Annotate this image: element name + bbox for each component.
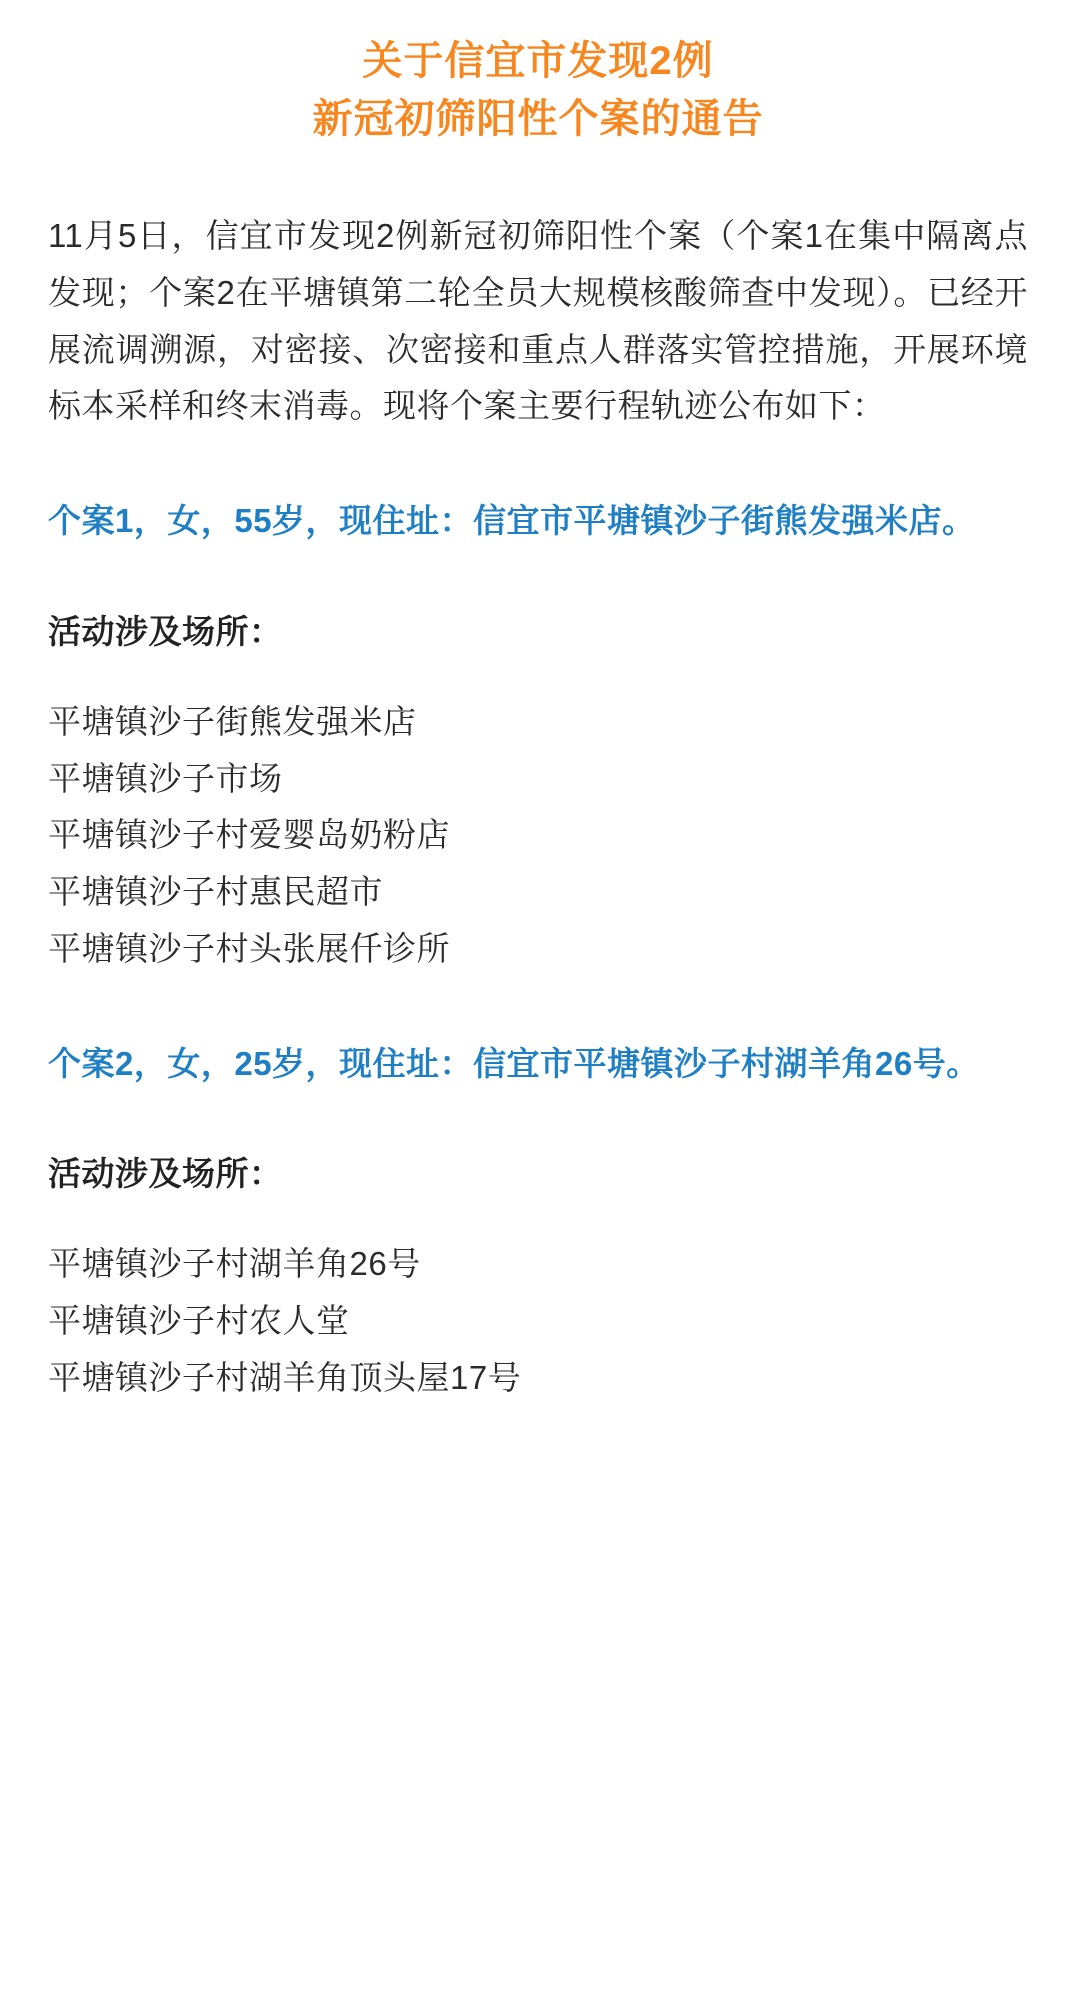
list-item: 平塘镇沙子村湖羊角26号 — [48, 1245, 421, 1283]
list-item: 平塘镇沙子街熊发强米店 — [48, 702, 417, 740]
list-item: 平塘镇沙子村头张展仟诊所 — [48, 929, 450, 967]
list-item: 平塘镇沙子村农人堂 — [48, 1302, 350, 1340]
list-item: 平塘镇沙子村爱婴岛奶粉店 — [48, 816, 450, 854]
list-item: 平塘镇沙子市场 — [48, 759, 283, 797]
case-1-place-list — [48, 694, 1028, 978]
page-title — [48, 20, 1028, 172]
title-line-2: 新冠初筛阳性个案的通告 — [312, 97, 764, 141]
case-2-place-list — [48, 1236, 1028, 1406]
title-line-1: 关于信宜市发现2例 — [362, 39, 714, 83]
list-item: 平塘镇沙子村湖羊角顶头屋17号 — [48, 1358, 522, 1396]
list-item: 平塘镇沙子村惠民超市 — [48, 873, 383, 911]
case-2-places-label: 活动涉及场所： — [48, 1155, 283, 1193]
case-1-heading: 个案1，女，55岁，现住址：信宜市平塘镇沙子街熊发强米店。 — [48, 502, 976, 539]
intro-paragraph: 11月5日，信宜市发现2例新冠初筛阳性个案（个案1在集中隔离点发现；个案2在平塘镇第二轮全员大规模核酸筛查中发现）。已经开展流调溯源，对密接、次密接和重点人群落实管控措施，开展环境标本采样和终末消毒。现将个案主要行程轨迹公布如下： — [48, 217, 1028, 425]
case-1-places-label: 活动涉及场所： — [48, 612, 283, 650]
case-2-heading: 个案2，女，25岁，现住址：信宜市平塘镇沙子村湖羊角26号。 — [48, 1044, 980, 1082]
